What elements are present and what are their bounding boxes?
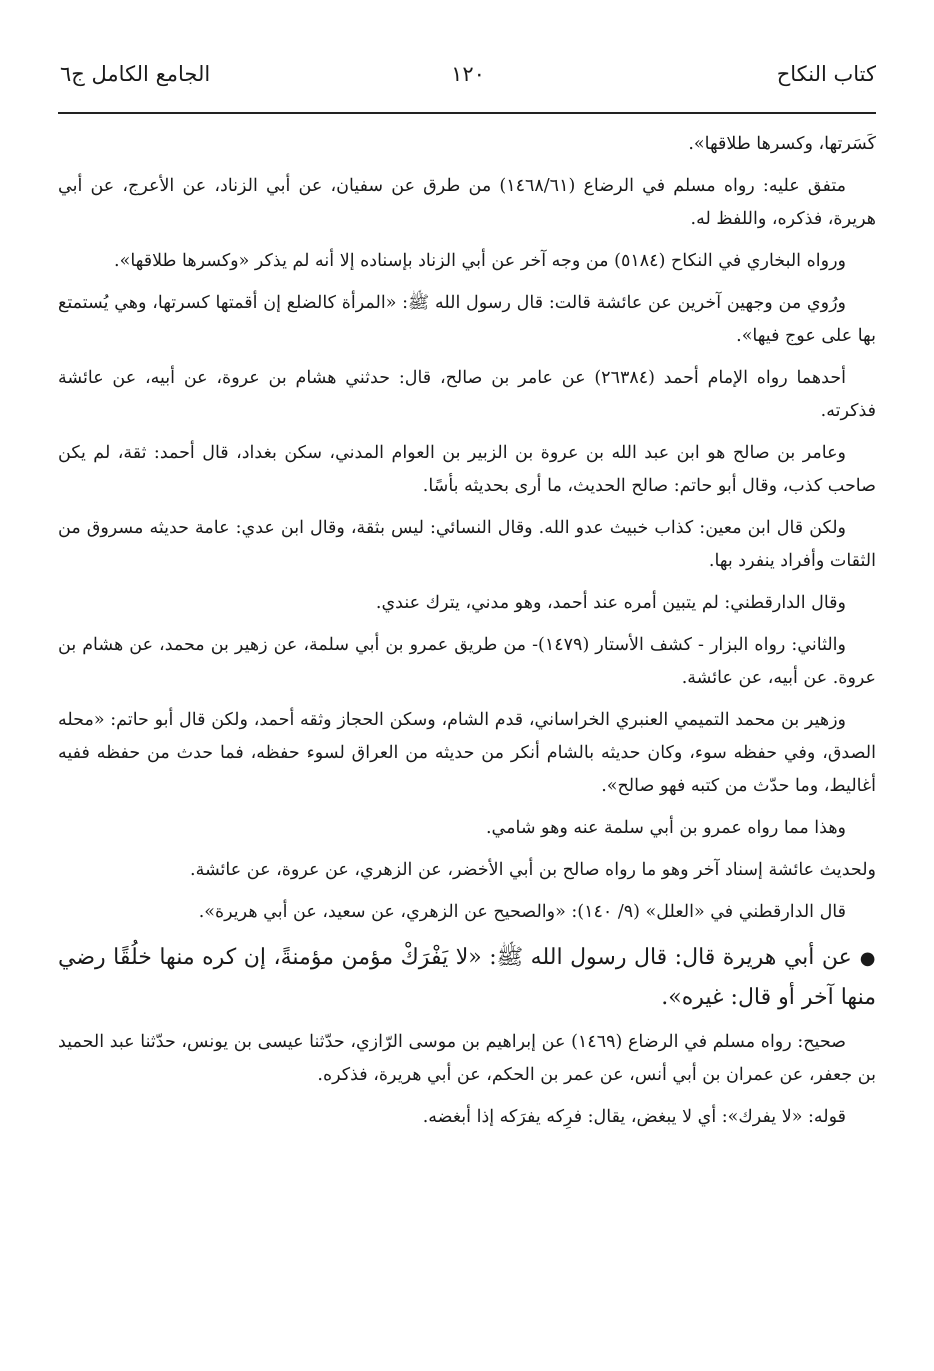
paragraph: ورواه البخاري في النكاح (٥١٨٤) من وجه آخر عن أبي الزناد بإسناده إلا أنه لم يذكر «وكسرها طلاقها». [114,251,846,271]
hadith-body: عن أبي هريرة قال: قال رسول الله ﷺ: «لا يَفْرَكْ مؤمن مؤمنةً، إن كره منها خلُقًا رضي منها آخر أو قال: غيره». [58,945,876,1010]
paragraph: متفق عليه: رواه مسلم في الرضاع (١٤٦٨/٦١) من طرق عن سفيان، عن أبي الزناد، عن الأعرج، عن أبي هريرة، فذكره، واللفظ له. [58,176,876,229]
paragraph: ولكن قال ابن معين: كذاب خبيث عدو الله. وقال النسائي: ليس بثقة، وقال ابن عدي: عامة حديثه مسروق من الثقات وأفراد ينفرد بها. [58,518,876,571]
book-title: الجامع الكامل ج٦ [60,62,211,86]
paragraph: صحيح: رواه مسلم في الرضاع (١٤٦٩) عن إبراهيم بن موسى الرّازي، حدّثنا عيسى بن يونس، حدّثنا عبد الحميد بن جعفر، عن عمران بن أبي أنس، عن عمر بن الحكم، عن أبي هريرة، فذكره. [58,1032,876,1085]
chapter-title: كتاب النكاح [776,62,876,86]
paragraph: وهذا مما رواه عمرو بن أبي سلمة عنه وهو شامي. [485,818,846,838]
page-header [60,62,876,102]
paragraph: كَسَرتها، وكسرها طلاقها». [688,134,876,154]
hadith-text [58,938,876,1017]
paragraph: وزهير بن محمد التميمي العنبري الخراساني، قدم الشام، وسكن الحجاز وثقه أحمد، ولكن قال أبو حاتم: «محله الصدق، وفي حفظه سوء، وكان حديثه بالشام أنكر من حديثه من العراق لسوء حفظه، فما حدث من حفظه ففيه أغاليط، وما حدّث من كتبه فهو صالح». [58,710,876,796]
page-number: ١٢٠ [451,62,485,86]
paragraph: وعامر بن صالح هو ابن عبد الله بن عروة بن الزبير بن العوام المدني، سكن بغداد، قال أحمد: ثقة، لم يكن صاحب كذب، وقال أبو حاتم: صالح الحديث، ما أرى بحديثه بأسًا. [58,443,876,496]
header-rule [58,112,876,114]
paragraph: ولحديث عائشة إسناد آخر وهو ما رواه صالح بن أبي الأخضر، عن الزهري، عن عروة، عن عائشة. [190,860,876,880]
paragraph: قال الدارقطني في «العلل» (٩/ ١٤٠): «والصحيح عن الزهري، عن سعيد، عن أبي هريرة». [198,902,846,922]
paragraph: وقال الدارقطني: لم يتبين أمره عند أحمد، وهو مدني، يترك عندي. [375,593,846,613]
bullet-icon: ● [859,948,876,969]
paragraph: قوله: «لا يفرك»: أي لا يبغض، يقال: فرِكه يفرَكه إذا أبغضه. [422,1107,846,1127]
paragraph: أحدهما رواه الإمام أحمد (٢٦٣٨٤) عن عامر بن صالح، قال: حدثني هشام بن عروة، عن أبيه، عن عائشة فذكرته. [58,368,876,421]
page-body [58,128,876,1143]
paragraph: والثاني: رواه البزار - كشف الأستار (١٤٧٩)- من طريق عمرو بن أبي سلمة، عن زهير بن محمد، عن هشام بن عروة. عن أبيه، عن عائشة. [58,635,876,688]
paragraph: ورُوي من وجهين آخرين عن عائشة قالت: قال رسول الله ﷺ: «المرأة كالضلع إن أقمتها كسرتها، وهي يُستمتع بها على عوج فيها». [58,293,876,346]
